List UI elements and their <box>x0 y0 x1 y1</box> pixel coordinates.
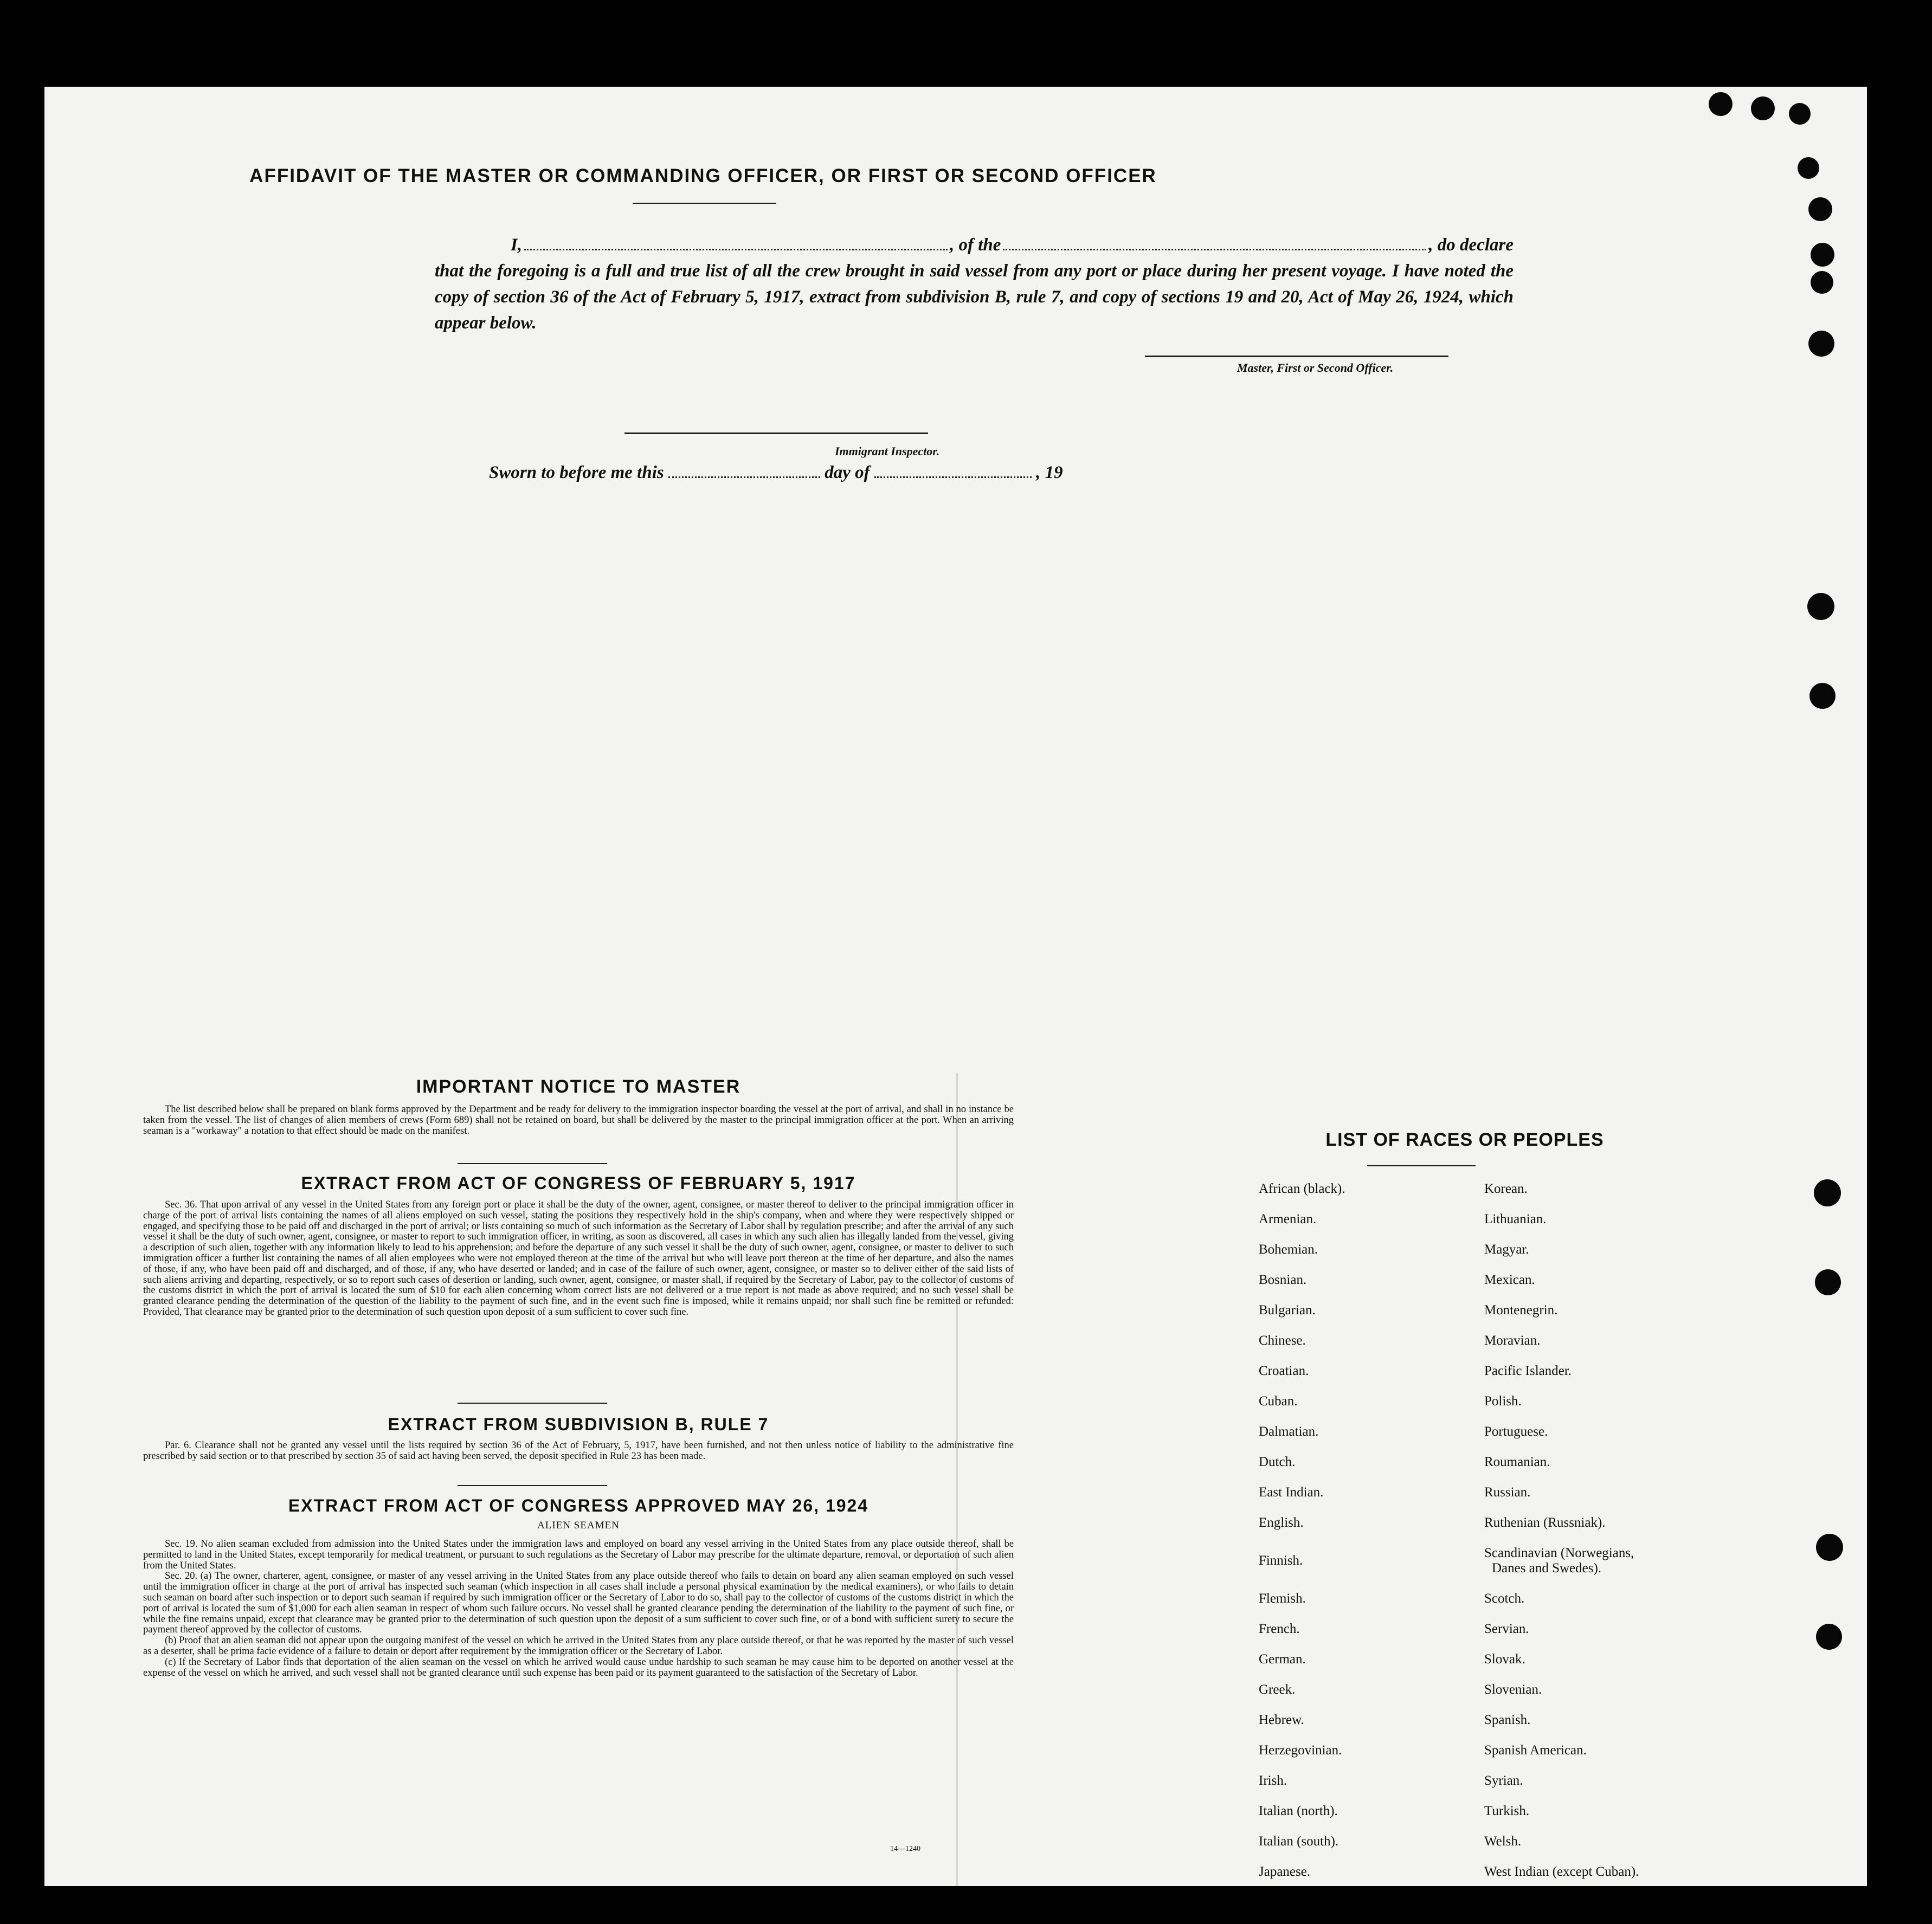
day-of-label: day of <box>825 463 870 482</box>
race-item: Syrian. <box>1484 1773 1523 1788</box>
race-item: Moravian. <box>1484 1333 1541 1348</box>
race-item: Spanish. <box>1484 1713 1531 1727</box>
race-item: French. <box>1259 1622 1300 1636</box>
binder-hole <box>1816 1534 1843 1561</box>
race-item: West Indian (except Cuban). <box>1484 1864 1639 1879</box>
sec20a: Sec. 20. (a) The owner, charterer, agent, consignee, or master of any vessel arriving in the United States from any place outside thereof who fails to detain on board any alien seaman employed on such vessel until the immigration officer in charge at the port of arrival has inspected such seaman (which inspection in all cases shall include a personal physical examination by the medical examiners), or who fails to detain such seaman on board after such inspection or to deport such seaman if required by such immigration officer or the Secretary of Labor to do so, shall pay to the collector of customs of the customs district in which the port of arrival is located the sum of $1,000 for each alien seaman in respect of whom such failure occurs. No vessel shall be granted clearance pending the determination of the liability to the payment of such fine, or while the fine remains unpaid, except that clearance may be granted prior to the determination of such question upon the deposit of a sum sufficient to cover such fine, or of a bond with sufficient surety to secure the payment thereof approved by the collector of customs. <box>143 1571 1014 1636</box>
binder-hole <box>1808 331 1834 357</box>
name-field[interactable] <box>524 249 948 250</box>
race-item: Armenian. <box>1259 1212 1317 1226</box>
race-item: Korean. <box>1484 1181 1528 1196</box>
race-item: Italian (north). <box>1259 1804 1338 1818</box>
binder-hole <box>1809 683 1836 709</box>
race-item: Danes and Swedes). <box>1492 1561 1602 1576</box>
year-label: , 19 <box>1036 463 1063 482</box>
race-item: Hebrew. <box>1259 1713 1304 1727</box>
race-item: Russian. <box>1484 1485 1531 1500</box>
race-item: Ruthenian (Russniak). <box>1484 1515 1606 1530</box>
race-item: Mexican. <box>1484 1273 1535 1287</box>
race-item: Bulgarian. <box>1259 1303 1316 1318</box>
do-declare-label: , do declare <box>1428 235 1514 255</box>
race-item: Montenegrin. <box>1484 1303 1558 1318</box>
binder-hole <box>1815 1269 1841 1295</box>
inspector-signature-line[interactable] <box>624 432 928 434</box>
race-item: Slovenian. <box>1484 1682 1542 1697</box>
race-item: Bohemian. <box>1259 1242 1318 1257</box>
notice-text: The list described below shall be prepared on blank forms approved by the Department and be ready for delivery to the immigration inspector boarding the vessel at the port of arrival, and shall in no instance be taken from the vessel. The list of changes of alien members of crews (Form 689) shall not be retained on board, but shall be delivered by the master to the principal immigration officer at the port. When an arriving seaman is a "workaway" a notation to that effect should be made on the manifest. <box>143 1104 1014 1137</box>
master-caption: Master, First or Second Officer. <box>1237 361 1394 375</box>
sec20c: (c) If the Secretary of Labor finds that deportation of the alien seaman on the vessel on which he arrived would cause undue hardship to such seaman he may cause him to be deported on another vessel at the expense of the vessel on which he arrived, and such vessel shall not be granted clearance until such expense has been paid or its payment guaranteed to the satisfaction of the Secretary of Labor. <box>143 1656 1014 1678</box>
page-fold <box>956 1073 958 1886</box>
races-rule <box>1367 1165 1476 1166</box>
extract-1924-subtitle: ALIEN SEAMEN <box>537 1520 620 1531</box>
binder-hole <box>1807 593 1834 620</box>
race-item: Italian (south). <box>1259 1834 1339 1849</box>
sworn-month-field[interactable] <box>874 476 1032 478</box>
race-item: Chinese. <box>1259 1333 1306 1348</box>
race-item: Greek. <box>1259 1682 1296 1697</box>
sworn-label: Sworn to before me this <box>489 463 664 482</box>
binder-hole <box>1709 92 1733 116</box>
binder-hole <box>1811 271 1833 294</box>
race-item: Turkish. <box>1484 1804 1530 1818</box>
extract-1924-title: EXTRACT FROM ACT OF CONGRESS APPROVED MAY 26, 1924 <box>288 1496 869 1515</box>
binder-hole <box>1798 157 1819 179</box>
race-item: Japanese. <box>1259 1864 1311 1879</box>
vessel-field[interactable] <box>1003 249 1426 250</box>
extract-rule7-text: Par. 6. Clearance shall not be granted any vessel until the lists required by section 36 of the Act of February, 5, 1917, have been furnished, and not then unless notice of liability to the administrative fine prescribed by said section or to that prescribed by section 35 of said act having been served, the deposit specified in Rule 23 has been made. <box>143 1440 1014 1462</box>
race-item: Cuban. <box>1259 1394 1298 1409</box>
race-item: Pacific Islander. <box>1484 1364 1572 1378</box>
race-item: Bosnian. <box>1259 1273 1307 1287</box>
sworn-day-field[interactable] <box>668 476 820 478</box>
master-signature-line[interactable] <box>1145 356 1448 357</box>
binder-hole <box>1808 197 1832 221</box>
race-item: Roumanian. <box>1484 1455 1550 1469</box>
form-number: 14—1240 <box>890 1845 920 1853</box>
binder-hole <box>1811 243 1834 267</box>
sec19: Sec. 19. No alien seaman excluded from admission into the United States under the immigration laws and employed on board any vessel arriving in the United States from any place outside thereof, shall be permitted to land in the United States, except temporarily for medical treatment, or pursuant to such regulations as the Secretary of Labor may prescribe for the ultimate departure, removal, or deportation of such alien from the United States. <box>143 1539 1014 1571</box>
sworn-line <box>489 463 1063 483</box>
document-page <box>44 87 1867 1886</box>
race-item: Dalmatian. <box>1259 1424 1319 1439</box>
race-item: Scandinavian (Norwegians, <box>1484 1546 1634 1560</box>
extract-1924-text <box>143 1539 1014 1678</box>
race-item: Portuguese. <box>1484 1424 1548 1439</box>
binder-hole <box>1751 96 1775 120</box>
race-item: Lithuanian. <box>1484 1212 1547 1226</box>
race-item: Welsh. <box>1484 1834 1522 1849</box>
declaration-text <box>435 232 1514 336</box>
race-item: Flemish. <box>1259 1591 1306 1606</box>
race-item: German. <box>1259 1652 1306 1667</box>
affidavit-title: AFFIDAVIT OF THE MASTER OR COMMANDING OFFICER, OR FIRST OR SECOND OFFICER <box>249 165 1157 186</box>
race-item: Herzegovinian. <box>1259 1743 1342 1758</box>
race-item: Spanish American. <box>1484 1743 1587 1758</box>
race-item: Slovak. <box>1484 1652 1525 1667</box>
declaration-body: that the foregoing is a full and true list of all the crew brought in said vessel from any port or place during her present voyage. I have noted the copy of section 36 of the Act of February 5, 1917, extract from subdivision B, rule 7, and copy of sections 19 and 20, Act of May 26, 1924, which appear below. <box>435 261 1514 333</box>
binder-hole <box>1789 103 1811 125</box>
race-item: Finnish. <box>1259 1553 1303 1568</box>
notice-title: IMPORTANT NOTICE TO MASTER <box>416 1076 741 1097</box>
race-item: Croatian. <box>1259 1364 1309 1378</box>
section-rule <box>458 1163 607 1164</box>
binder-hole <box>1816 1624 1842 1650</box>
race-item: African (black). <box>1259 1181 1345 1196</box>
race-item: Magyar. <box>1484 1242 1529 1257</box>
race-item: Irish. <box>1259 1773 1287 1788</box>
title-rule <box>633 203 776 204</box>
section-rule <box>458 1403 607 1404</box>
i-label: I, <box>511 235 523 255</box>
inspector-caption: Immigrant Inspector. <box>835 444 940 458</box>
extract-1917-text: Sec. 36. That upon arrival of any vessel in the United States from any foreign port or place it shall be the duty of the owner, agent, consignee, or master thereof to deliver to the principal immigration officer in charge of the port of arrival lists containing the names of all aliens employed on such vessel, stating the positions they respectively hold in the ship's company, when and where they were respectively shipped or engaged, and specifying those to be paid off and discharged in the port of arrival; or lists containing so much of such information as the Secretary of Labor shall by regulation prescribe; and after the arrival of any such vessel it shall be the duty of such owner, agent, consignee, or master to report to such immigration officer, in writing, as soon as discovered, all cases in which any such alien has illegally landed from the vessel, giving a description of such alien, together with any information likely to lead to his apprehension; and before the departure of any such vessel it shall be the duty of such owner, agent, consignee, or master to deliver to such immigration officer a further list containing the names of all alien employees who were not employed thereon at the time of the arrival but who will leave port thereon at the time of her departure, and also the names of those, if any, who have been paid off and discharged, and of those, if any, who have deserted or landed; and in case of the failure of such owner, agent, consignee, or master so to deliver either of the said lists of such aliens arriving and departing, respectively, or so to report such cases of desertion or landing, such owner, agent, consignee, or master shall, if required by the Secretary of Labor, pay to the collector of customs of the customs district in which the port of arrival is located the sum of $10 for each alien concerning whom correct lists are not delivered or a true report is not made as above required; and no such vessel shall be granted clearance pending the determination of the question of the liability to the payment of such fine, and in the event such fine is imposed, while it remains unpaid; nor shall such fine be remitted or refunded: Provided, That clearance may be granted prior to the determination of such question upon deposit of a sum sufficient to cover such fine. <box>143 1199 1014 1318</box>
extract-rule7-title: EXTRACT FROM SUBDIVISION B, RULE 7 <box>388 1415 769 1434</box>
race-item: Polish. <box>1484 1394 1522 1409</box>
of-the-label: , of the <box>949 235 1001 255</box>
race-item: Scotch. <box>1484 1591 1525 1606</box>
race-item: Dutch. <box>1259 1455 1296 1469</box>
sec20b: (b) Proof that an alien seaman did not appear upon the outgoing manifest of the vessel on which he arrived in the United States from any place outside thereof, or that he was reported by the master of such vessel as a deserter, shall be prima facie evidence of a failure to detain or deport after requirement by the immigration officer or the Secretary of Labor. <box>143 1635 1014 1657</box>
race-item: East Indian. <box>1259 1485 1324 1500</box>
extract-1917-title: EXTRACT FROM ACT OF CONGRESS OF FEBRUARY 5, 1917 <box>301 1173 856 1193</box>
section-rule <box>458 1485 607 1486</box>
binder-hole <box>1814 1179 1841 1206</box>
races-title: LIST OF RACES OR PEOPLES <box>1325 1129 1604 1150</box>
race-item: English. <box>1259 1515 1304 1530</box>
race-item: Servian. <box>1484 1622 1529 1636</box>
